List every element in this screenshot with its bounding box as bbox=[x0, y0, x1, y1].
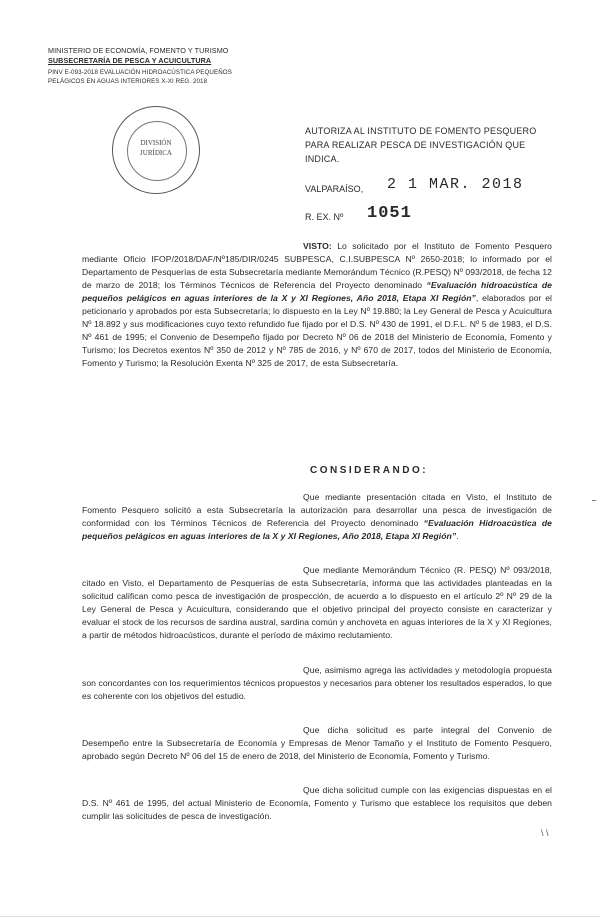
considerando-3: Que, asimismo agrega las actividades y metodología propuesta son concordantes con los requerimientos técnicos propuestos y necesarios para obtener los resultados esperados, lo que es coherente con los objetivos del estudio. bbox=[82, 665, 552, 701]
file-reference-line1: PINV E-093-2018 EVALUACIÓN HIDROACÚSTICA PEQUEÑOS bbox=[48, 69, 232, 76]
considerando-5: Que dicha solicitud cumple con las exigencias dispuestas en el D.S. Nº 461 de 1995, del actual Ministerio de Economía, Fomento y Turismo que establece los requisitos que deben cumplir las solicitudes de pesca de investigación. bbox=[82, 785, 552, 821]
considerando-1: Que mediante presentación citada en Visto, el Instituto de Fomento Pesquero solicitó a esta Subsecretaría la autorización para desarrollar una pesca de investigación de conformidad con los Términos Técnicos de Referencia del Proyecto denominado “Evaluación Hidroacústica de pequeños pelágicos en aguas interiores de la X y XI Regiones, Año 2018, Etapa XI Región”. bbox=[82, 492, 552, 541]
considerando-heading: CONSIDERANDO: bbox=[310, 465, 429, 476]
resolution-number-label: R. EX. Nº bbox=[305, 212, 344, 222]
resolution-number: 1051 bbox=[367, 204, 412, 223]
margin-mark bbox=[592, 500, 596, 501]
considerando-4: Que dicha solicitud es parte integral del Convenio de Desempeño entre la Subsecretaría de Economía y Empresas de Menor Tamaño y el Instituto de Fomento Pesquero, aprobado según Decreto Nº 06 del 15 de enero de 2018, del Ministerio de Economía, Fomento y Turismo. bbox=[82, 725, 552, 761]
place-label: VALPARAÍSO, bbox=[305, 184, 364, 194]
subsecretary-name: SUBSECRETARÍA DE PESCA Y ACUICULTURA bbox=[48, 56, 212, 65]
resolution-date: 2 1 MAR. 2018 bbox=[387, 176, 524, 193]
resolution-subject: AUTORIZA AL INSTITUTO DE FOMENTO PESQUERO PARA REALIZAR PESCA DE INVESTIGACIÓN QUE INDICA. bbox=[305, 126, 537, 164]
page-bottom-edge bbox=[0, 916, 600, 917]
signature-initials: \ \ bbox=[541, 828, 549, 838]
project-title: “Evaluación hidroacústica de pequeños pelágicos en aguas interiores de la X y XI Regiones, Año 2018, Etapa XI Región” bbox=[82, 280, 553, 303]
seal-text-line2: JURÍDICA bbox=[140, 149, 172, 157]
ministry-name: MINISTERIO DE ECONOMÍA, FOMENTO Y TURISMO bbox=[48, 46, 229, 55]
visto-paragraph: VISTO: Lo solicitado por el Instituto de Fomento Pesquero mediante Oficio IFOP/2018/DAF/Nº185/DIR/0245 SUBPESCA, C.I.SUBPESCA Nº 2650-2018; lo informado por el Departamento de Pesquerías de esta Subsecretaría mediante Memorándum Técnico (R.PESQ) Nº 093/2018, de fecha 12 de marzo de 2018; los Términos Técnicos de Referencia del Proyecto denominado “Evaluación hidroacústica de pequeños pelágicos en aguas interiores de la X y XI Regiones, Año 2018, Etapa XI Región”, elaborados por el peticionario y aprobados por esta Subsecretaría; lo dispuesto en la Ley Nº 19.880; la Ley General de Pesca y Acuicultura Nº 18.892 y sus modificaciones cuyo texto refundido fue fijado por el D.S. Nº 430 de 1991, el D.F.L. Nº 5 de 1983, el D.S. Nº 461 de 1995; el Convenio de Desempeño fijado por Decreto Nº 06 de 2018 del Ministerio de Economía, Fomento y Turismo; los Decretos exentos Nº 350 de 2012 y Nº 785 de 2016, y Nº 670 de 2017, todos del Ministerio de Economía, Fomento y Turismo; la Resolución Exenta Nº 325 de 2017, de esta Subsecretaría. bbox=[82, 241, 553, 368]
project-title-2: “Evaluación Hidroacústica de pequeños pelágicos en aguas interiores de la X y XI Regiones, Año 2018, Etapa XI Región” bbox=[82, 518, 552, 541]
file-reference-line2: PELÁGICOS EN AGUAS INTERIORES X-XI REG. 2018 bbox=[48, 78, 208, 85]
visto-label: VISTO: bbox=[303, 241, 332, 251]
considerando-2: Que mediante Memorándum Técnico (R. PESQ) Nº 093/2018, citado en Visto, el Departamento de Pesquerías de esta Subsecretaría, informa que las actividades planteadas en la solicitud califican como pesca de investigación de prospección, de acuerdo a lo dispuesto en el artículo 2º Nº 29 de la Ley General de Pesca y Acuicultura, considerando que el objetivo principal del proyecto consiste en caracterizar y evaluar el stock de los recursos de sardina austral, sardina común y anchoveta en aguas interiores de la X y XI Regiones, a partir de métodos hidroacústicos, durante el período de máximo reclutamiento. bbox=[82, 565, 552, 640]
seal-text-line1: DIVISIÓN bbox=[140, 139, 172, 147]
official-seal-stamp bbox=[112, 106, 200, 194]
